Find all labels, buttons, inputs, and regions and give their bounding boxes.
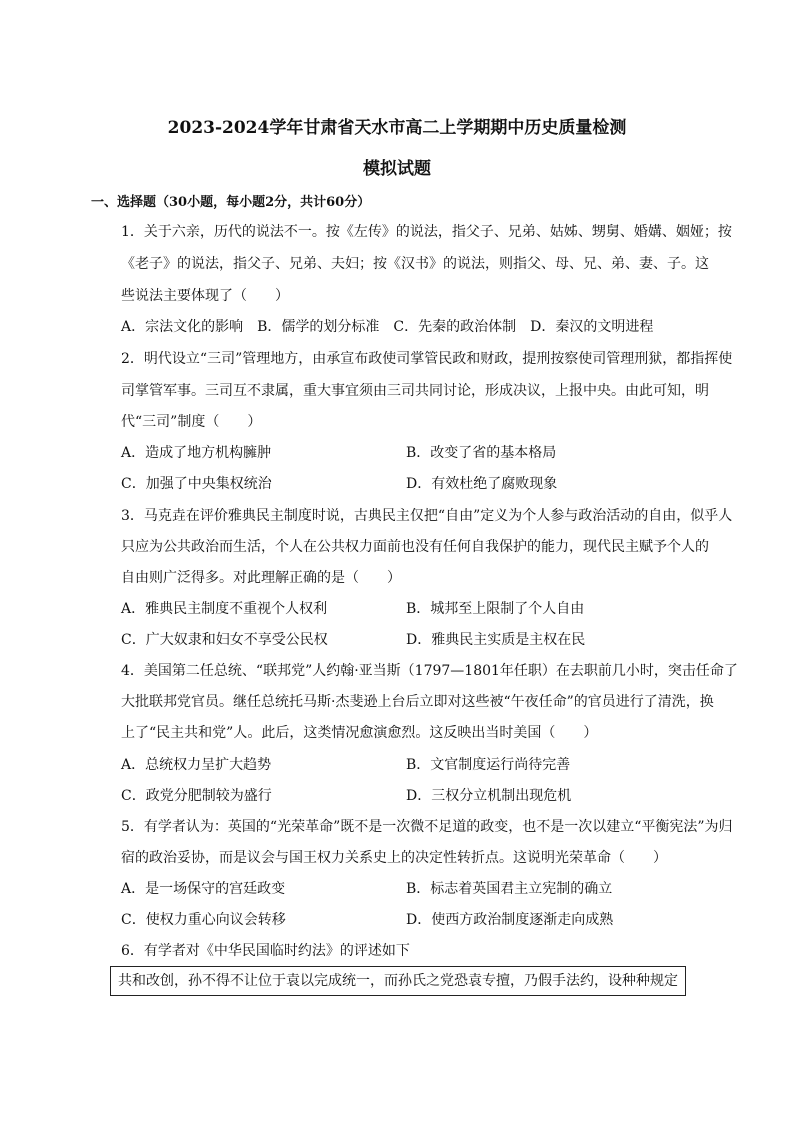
question-4-line-1: 4．美国第二任总统、“联邦党”人约翰·亚当斯（1797—1801年任职）在去职前几小时，突击任命了	[121, 663, 738, 679]
question-2-line-1: 2．明代设立“三司”管理地方，由承宣布政使司掌管民政和财政，提刑按察使司管理刑狱，都指挥使	[121, 351, 733, 367]
question-2-line-2: 司掌管军事。三司互不隶属，重大事宜须由三司共同讨论，形成决议，上报中央。由此可知，明	[121, 383, 709, 399]
question-3-option-d: D．雅典民主实质是主权在民	[406, 632, 586, 648]
question-4-line-3: 上了“民主共和党”人。此后，这类情况愈演愈烈。这反映出当时美国（ ）	[121, 725, 598, 741]
question-1-options: A．宗法文化的影响 B．儒学的划分标准 C．先秦的政治体制 D．秦汉的文明进程	[121, 319, 654, 335]
question-3-option-a: A．雅典民主制度不重视个人权利	[121, 601, 328, 617]
question-5-line-2: 宿的政治妥协，而是议会与国王权力关系史上的决定性转折点。这说明光荣革命（ ）	[121, 850, 667, 866]
exam-subtitle: 模拟试题	[363, 159, 431, 179]
question-1-line-2: 《老子》的说法，指父子、兄弟、夫妇；按《汉书》的说法，则指父、母、兄、弟、妻、子。这	[121, 256, 709, 272]
question-5-option-a: A．是一场保守的宫廷政变	[121, 881, 286, 897]
question-4-option-b: B．文官制度运行尚待完善	[406, 757, 571, 773]
exam-title: 2023-2024学年甘肃省天水市高二上学期期中历史质量检测	[167, 118, 627, 138]
question-3-line-2: 只应为公共政治而生活，个人在公共权力面前也没有任何自我保护的能力，现代民主赋予个人的	[121, 539, 709, 555]
question-5-option-d: D．使西方政治制度逐渐走向成熟	[406, 912, 614, 928]
section-header: 一、选择题（30小题，每小题2分，共计60分）	[91, 195, 371, 210]
question-4-option-c: C．政党分肥制较为盛行	[121, 788, 272, 804]
question-5-line-1: 5．有学者认为：英国的“光荣革命”既不是一次微不足道的政变，也不是一次以建立“平衡宪法”为归	[121, 819, 733, 835]
question-3-line-3: 自由则广泛得多。对此理解正确的是（ ）	[121, 570, 401, 586]
question-3-line-1: 3．马克垚在评价雅典民主制度时说，古典民主仅把“自由”定义为个人参与政治活动的自由，似乎人	[121, 508, 733, 524]
question-3-option-b: B．城邦至上限制了个人自由	[406, 601, 585, 617]
question-4-option-d: D．三权分立机制出现危机	[406, 788, 572, 804]
question-2-option-a: A．造成了地方机构臃肿	[121, 445, 272, 461]
question-2-option-c: C．加强了中央集权统治	[121, 476, 272, 492]
question-6-line-1: 6．有学者对《中华民国临时约法》的评述如下	[121, 943, 410, 959]
question-3-option-c: C．广大奴隶和妇女不享受公民权	[121, 632, 328, 648]
question-1-line-1: 1．关于六亲，历代的说法不一。按《左传》的说法，指父子、兄弟、姑姊、甥舅、婚媾、姻娅；按	[121, 224, 732, 240]
question-5-option-b: B．标志着英国君主立宪制的确立	[406, 881, 613, 897]
question-2-option-b: B．改变了省的基本格局	[406, 445, 557, 461]
question-4-option-a: A．总统权力呈扩大趋势	[121, 757, 272, 773]
question-1-line-3: 些说法主要体现了（ ）	[121, 288, 289, 304]
question-6-quote-box: 共和改创，孙不得不让位于袁以完成统一，而孙氏之党恐袁专擅，乃假手法约，设种种规定	[110, 966, 686, 996]
question-2-option-d: D．有效杜绝了腐败现象	[406, 476, 558, 492]
question-5-option-c: C．使权力重心向议会转移	[121, 912, 286, 928]
question-2-line-3: 代“三司”制度（ ）	[121, 414, 262, 430]
question-4-line-2: 大批联邦党官员。继任总统托马斯·杰斐逊上台后立即对这些被“午夜任命”的官员进行了清洗，换	[121, 694, 714, 710]
